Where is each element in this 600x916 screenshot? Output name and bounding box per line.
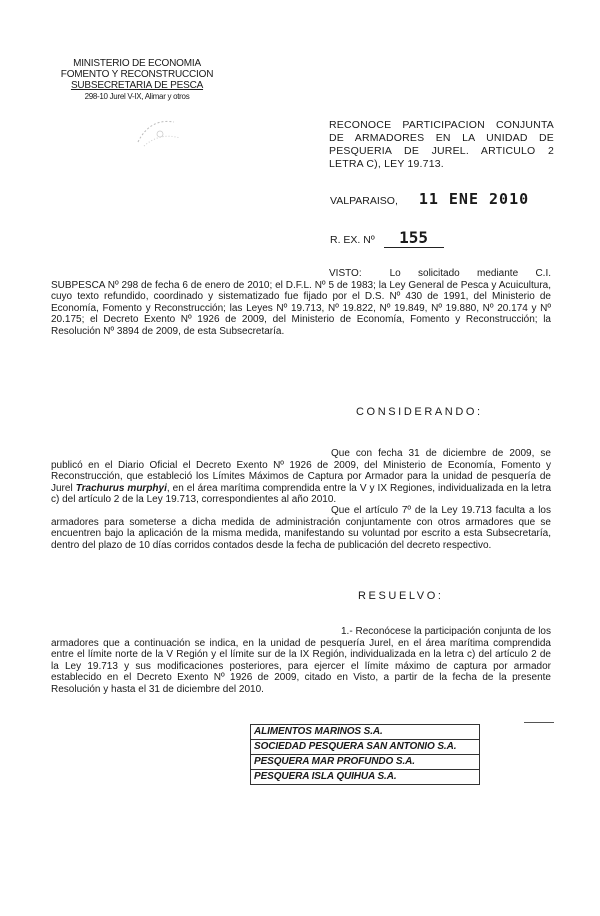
seal-stamp-icon <box>130 112 190 152</box>
subsecretaria-name: SUBSECRETARIA DE PESCA <box>70 80 204 91</box>
date-stamp: 11 ENE 2010 <box>418 190 530 208</box>
resuelvo-paragraph-1 <box>51 626 551 696</box>
armador-item: PESQUERA MAR PROFUNDO S.A. <box>251 755 479 770</box>
species-name: Trachurus murphyi <box>75 482 167 494</box>
considerando-heading: CONSIDERANDO: <box>356 406 483 418</box>
considerando-p1-text-cont: , en el área marítima comprendida entre la V y IX Regiones, individualizada en la letra c) del artículo 2 de la Ley 19.713, correspondientes al año 2010. <box>51 482 552 506</box>
considerando-p1-text: Que con fecha 31 de diciembre de 2009, se publicó en el Diario Oficial el Decreto Exento Nº 1926 de 2009, del Ministerio de Economía, Fomento y Reconstrucción, que estableció los Límites Máximos de Captura por Armador para la unidad de pesquería de Jurel <box>51 448 551 494</box>
armador-item: PESQUERA ISLA QUIHUA S.A. <box>251 770 479 785</box>
margin-mark <box>524 722 554 723</box>
resuelvo-p1-text: 1.- Reconócese la participación conjunta de los armadores que a continuación se indica, en la unidad de pesquería Jurel, en el área marítima comprendida entre el límite norte de la V Región y el límite sur de la IX Región, individualizada en la letra c) del artículo 2 de la Ley 19.713 y sus modificaciones posteriores, para ejercer el límite máximo de captura por armador establecido en el Decreto Exento Nº 1926 de 2009, citado en Visto, a partir de la fecha de la presente Resolución y hasta el 31 de diciembre del 2010. <box>51 626 551 695</box>
document-subject: RECONOCE PARTICIPACION CONJUNTA DE ARMADORES EN LA UNIDAD DE PESQUERIA DE JUREL. ARTICULO 2 LETRA C), LEY 19.713. <box>329 119 554 170</box>
letterhead <box>52 58 222 102</box>
visto-label: VISTO: <box>329 268 362 279</box>
considerando-paragraph-2 <box>51 505 551 551</box>
date-place: VALPARAISO, <box>330 195 398 207</box>
resolution-number-line <box>330 228 444 248</box>
file-reference: 298-10 Jurel V-IX, Alimar y otros <box>84 92 190 101</box>
armador-item: SOCIEDAD PESQUERA SAN ANTONIO S.A. <box>251 740 479 755</box>
armador-item: ALIMENTOS MARINOS S.A. <box>251 724 479 740</box>
resolution-label: R. EX. Nº <box>330 234 375 246</box>
ministry-name: MINISTERIO DE ECONOMIA <box>73 58 201 69</box>
visto-text: Lo solicitado mediante C.I. SUBPESCA Nº 298 de fecha 6 de enero de 2010; el D.F.L. Nº 5 de 1983; la Ley General de Pesca y Acuicultura, cuyo texto refundido, coordinado y sistematizado fue fijado por el D.S. Nº 430 de 1991, del Ministerio de Economía, Fomento y Reconstrucción; las Leyes Nº 19.713, Nº 19.822, Nº 19.849, Nº 19.880, Nº 20.174 y Nº 20.175; el Decreto Exento Nº 1926 de 2009, del Ministerio de Economía, Fomento y Reconstrucción; la Resolución Nº 3894 de 2009, de esta Subsecretaría. <box>51 268 551 337</box>
resuelvo-heading: RESUELVO: <box>358 590 444 602</box>
ministry-name-line2: FOMENTO Y RECONSTRUCCION <box>60 69 214 80</box>
considerando-paragraph-1 <box>51 448 551 506</box>
resolution-number: 155 <box>384 228 444 248</box>
considerando-p2-text: Que el artículo 7º de la Ley 19.713 faculta a los armadores para someterse a dicha medida de administración conjuntamente con otros armadores que se encuentren bajo la aplicación de la misma medida, manifestando su voluntad por escrito a esta Subsecretaría, dentro del plazo de 10 días corridos contados desde la fecha de publicación del decreto respectivo. <box>51 505 551 551</box>
armadores-list <box>250 724 480 785</box>
date-line <box>330 190 529 208</box>
visto-paragraph <box>51 268 551 338</box>
